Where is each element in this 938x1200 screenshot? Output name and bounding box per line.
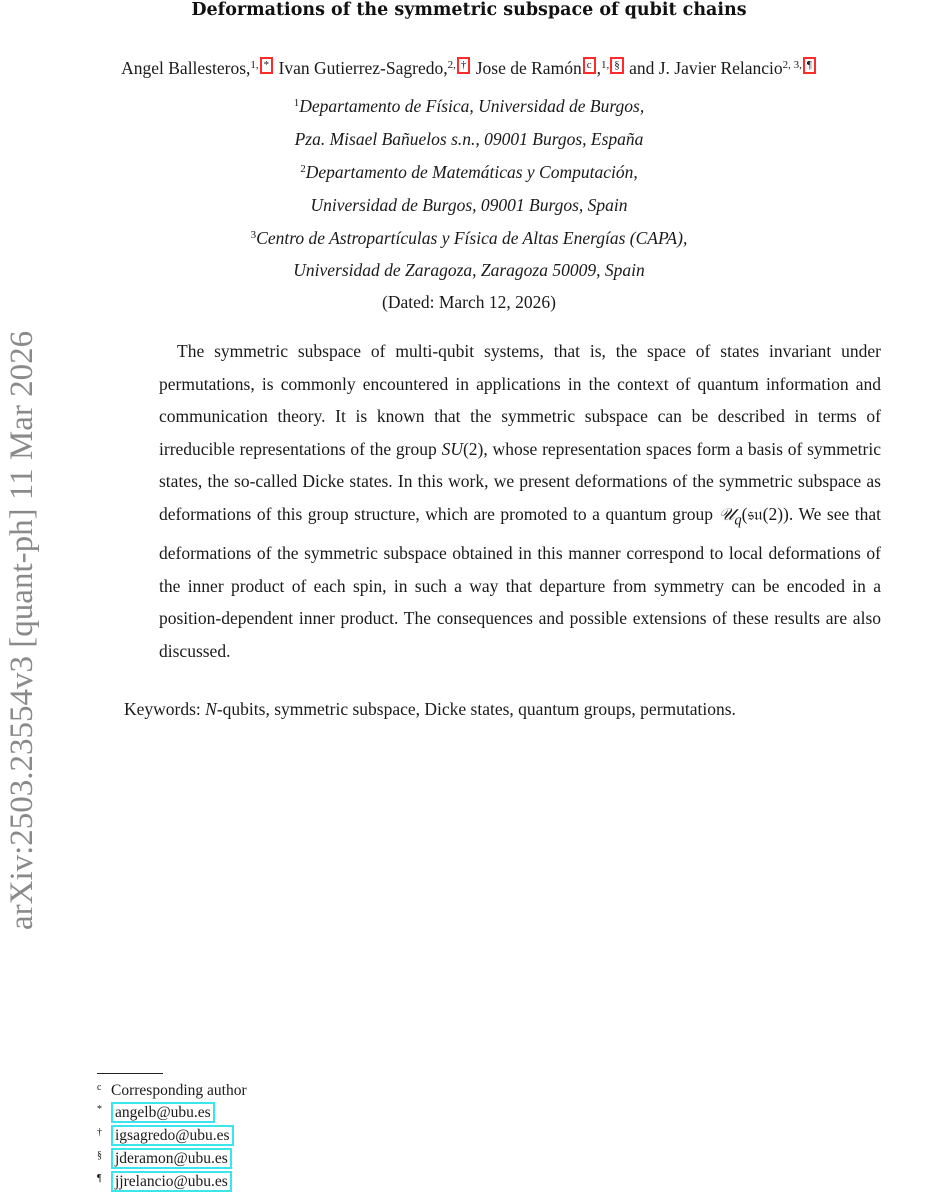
- author-list: Angel Ballesteros,$^{1,}$ * Ivan Gutierrez-Sagredo,$^{2,}$ † Jose de Ramón c ,$^{1,}$ § and J. Javier Relancio$^{2, 3,}$ ¶: [0, 57, 938, 79]
- footnote-email-4: ¶ jjrelancio@ubu.es: [97, 1173, 232, 1191]
- author-name: and J. Javier Relancio: [629, 58, 783, 78]
- footnote-link-2[interactable]: †: [457, 57, 471, 74]
- affiliation-line: $^1$Departamento de Física, Universidad de Burgos,: [293, 96, 645, 116]
- affiliation-line: $^3$Centro de Astropartículas y Física de Altas Energías (CAPA),: [250, 228, 688, 248]
- affiliation-line: $^2$Departamento de Matemáticas y Computación,: [300, 162, 638, 182]
- arxiv-stamp-text: arXiv:2503.23554v3 [quant-ph] 11 Mar 2026: [4, 330, 40, 930]
- arxiv-side-stamp: [2, 240, 42, 930]
- author-name: Ivan Gutierrez-Sagredo,: [278, 58, 448, 78]
- affiliation-line: Pza. Misael Bañuelos s.n., 09001 Burgos, España: [294, 129, 644, 149]
- footnote-rule: [97, 1073, 163, 1074]
- footnote-email-1: * angelb@ubu.es: [97, 1104, 215, 1122]
- footnote-email-3: § jderamon@ubu.es: [97, 1150, 232, 1168]
- email-link[interactable]: jjrelancio@ubu.es: [111, 1171, 232, 1192]
- footnote-link-3[interactable]: §: [610, 57, 624, 74]
- footnote-link-1[interactable]: *: [260, 57, 274, 74]
- email-link[interactable]: angelb@ubu.es: [111, 1102, 215, 1123]
- keywords: Keywords: N-qubits, symmetric subspace, Dicke states, quantum groups, permutations.: [124, 699, 736, 719]
- affiliation-line: Universidad de Burgos, 09001 Burgos, Spain: [310, 195, 628, 215]
- abstract: The symmetric subspace of multi-qubit systems, that is, the space of states invariant under permutations, is commonly encountered in applications in the context of quantum information and communication theory. It is known that the symmetric subspace can be described in terms of irreducible representations of the group SU(2), whose representation spaces form a basis of symmetric states, the so-called Dicke states. In this work, we present deformations of the symmetric subspace as deformations of this group structure, which are promoted to a quantum group 𝒰$_q$(𝔰𝔲(2)). We see that deformations of the symmetric subspace obtained in this manner correspond to local deformations of the inner product of each spin, in such a way that departure from symmetry can be encoded in a position-dependent inner product. The consequences and possible extensions of these results are also discussed.: [159, 341, 881, 661]
- paper-title: Deformations of the symmetric subspace of qubit chains: [191, 0, 747, 20]
- affiliation-line: Universidad de Zaragoza, Zaragoza 50009, Spain: [293, 260, 645, 280]
- footnote-email-2: † igsagredo@ubu.es: [97, 1127, 234, 1145]
- footnote-link-corresponding[interactable]: c: [583, 57, 596, 74]
- email-link[interactable]: igsagredo@ubu.es: [111, 1125, 234, 1146]
- email-link[interactable]: jderamon@ubu.es: [111, 1148, 232, 1169]
- author-name: Jose de Ramón: [475, 58, 582, 78]
- footnote-link-4[interactable]: ¶: [803, 57, 816, 74]
- author-name: Angel Ballesteros,: [121, 58, 251, 78]
- footnote-corresponding: c Corresponding author: [97, 1082, 247, 1099]
- date-line: (Dated: March 12, 2026): [382, 292, 556, 312]
